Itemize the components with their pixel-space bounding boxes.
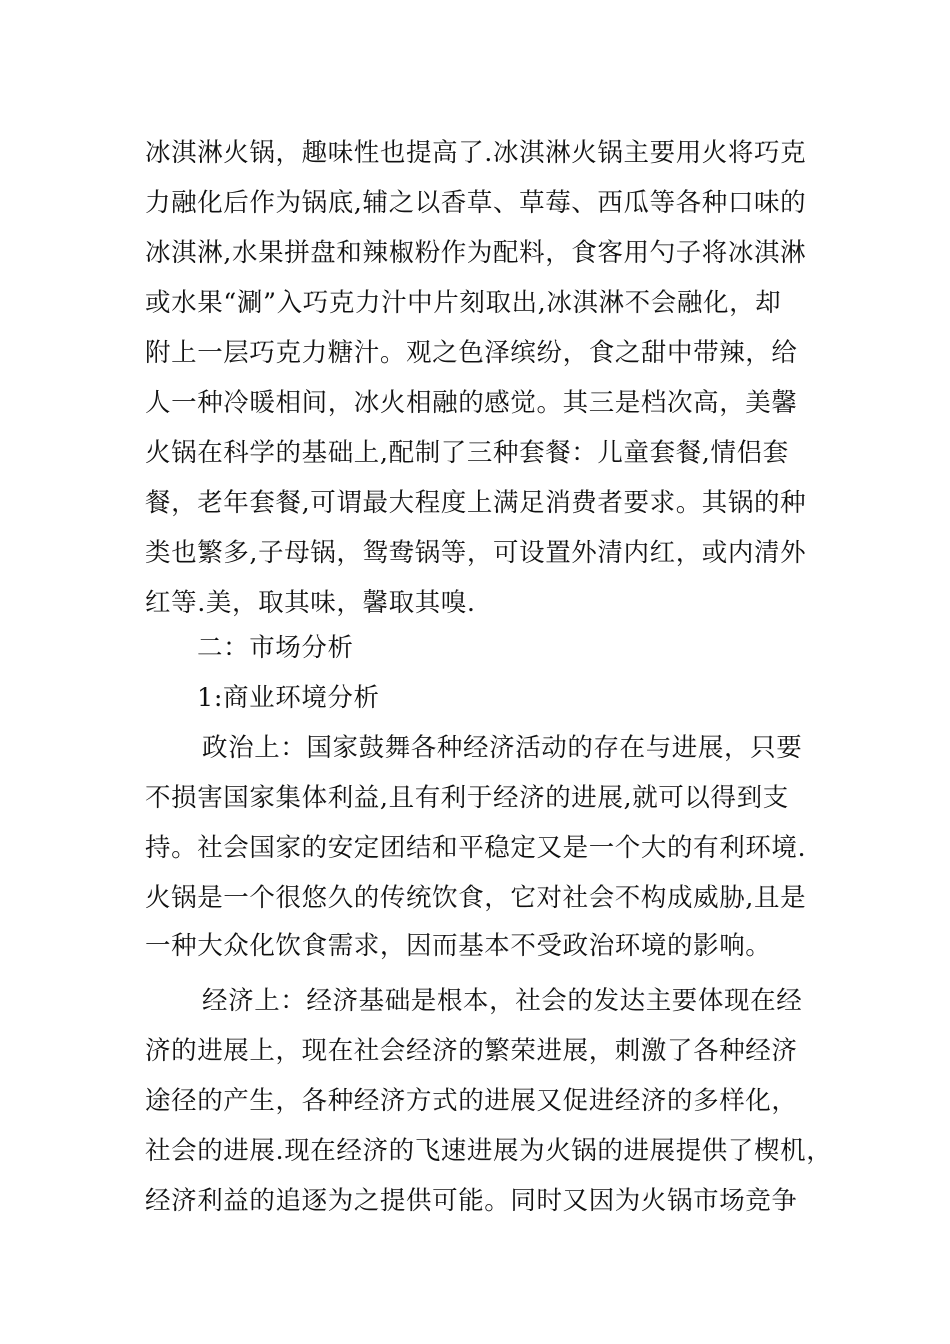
paragraph-1-line-1: 冰淇淋火锅，趣味性也提高了.冰淇淋火锅主要用火将巧克	[145, 138, 807, 168]
politics-line-1: 政治上：国家鼓舞各种经济活动的存在与进展，只要	[202, 733, 803, 763]
politics-line-4: 火锅是一个很悠久的传统饮食，它对社会不构成威胁,且是	[145, 883, 807, 913]
paragraph-1-line-3: 冰淇淋,水果拼盘和辣椒粉作为配料，食客用勺子将冰淇淋	[145, 238, 807, 268]
paragraph-1-line-9: 类也繁多,子母锅，鸳鸯锅等，可设置外清内红，或内清外	[145, 538, 807, 568]
economy-line-4: 社会的进展.现在经济的飞速进展为火锅的进展提供了楔机，	[145, 1136, 833, 1166]
politics-line-3: 持。社会国家的安定团结和平稳定又是一个大的有利环境.	[145, 833, 807, 863]
paragraph-1-line-7: 火锅在科学的基础上,配制了三种套餐：儿童套餐,情侣套	[145, 438, 789, 468]
paragraph-1-line-4: 或水果“涮”入巧克力汁中片刻取出,冰淇淋不会融化，却	[145, 288, 782, 318]
paragraph-1-line-8: 餐，老年套餐,可谓最大程度上满足消费者要求。其锅的种	[145, 488, 807, 518]
politics-line-2: 不损害国家集体利益,且有利于经济的进展,就可以得到支	[145, 783, 789, 813]
section-heading: 二：市场分析	[197, 633, 354, 663]
paragraph-1-line-5: 附上一层巧克力糖汁。观之色泽缤纷，食之甜中带辣，给	[145, 338, 798, 368]
economy-line-1: 经济上：经济基础是根本，社会的发达主要体现在经	[202, 986, 803, 1016]
paragraph-1-line-10: 红等.美，取其味，馨取其嗅.	[145, 588, 476, 618]
subsection-heading: 1:商业环境分析	[197, 683, 380, 713]
economy-line-3: 途径的产生，各种经济方式的进展又促进经济的多样化，	[145, 1086, 798, 1116]
politics-line-5: 一种大众化饮食需求，因而基本不受政治环境的影响。	[145, 931, 772, 961]
paragraph-1-line-6: 人一种冷暖相间，冰火相融的感觉。其三是档次高，美馨	[145, 388, 798, 418]
economy-line-5: 经济利益的追逐为之提供可能。同时又因为火锅市场竞争	[145, 1186, 798, 1216]
paragraph-1-line-2: 力融化后作为锅底,辅之以香草、草莓、西瓜等各种口味的	[145, 188, 807, 218]
economy-line-2: 济的进展上，现在社会经济的繁荣进展，刺激了各种经济	[145, 1036, 798, 1066]
